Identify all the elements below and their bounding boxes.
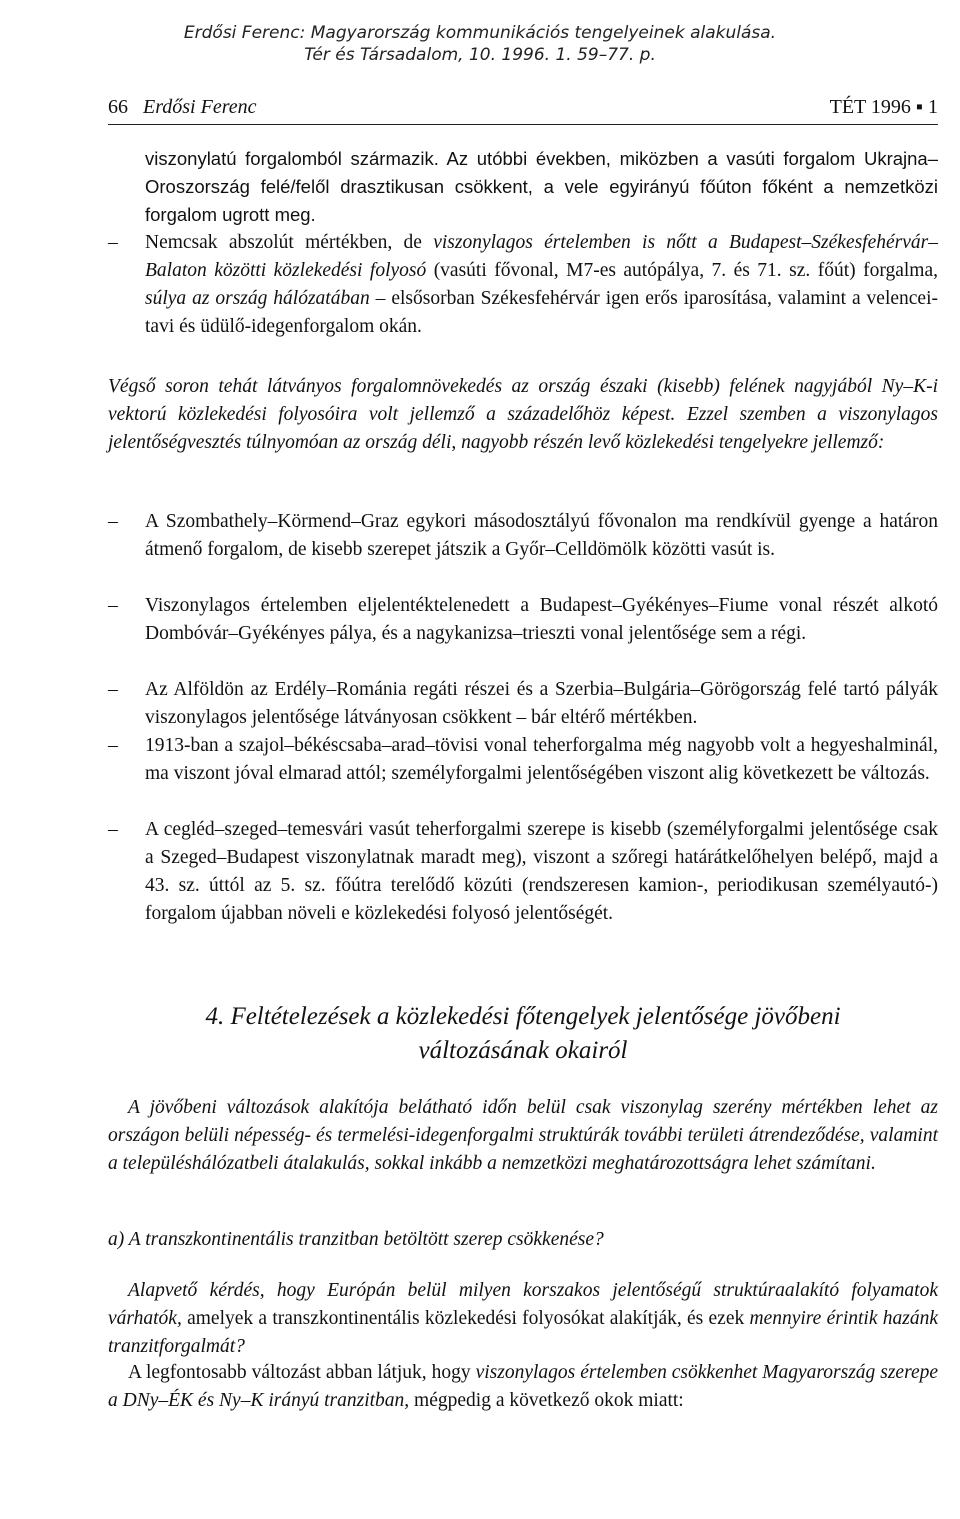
emphasis-run: súlya az ország hálózatában (145, 288, 370, 309)
list-dash: – (108, 511, 118, 532)
emphasis-run: viszonylagos értelemben csökkenhet Magyarország szerepe a DNy–ÉK és Ny–K irányú tranzitban, (108, 1362, 938, 1411)
citation-line-1: Erdősi Ferenc: Magyarország kommunikációs tengelyeinek alakulása. (183, 23, 777, 43)
list-item-text: Viszonylagos értelemben eljelentéktelenedett a Budapest–Gyékényes–Fiume vonal részét alkotó Dombóvár–Gyékényes pálya, és a nagykanizsa–trieszti vonal jelentősége sem a régi. (145, 595, 938, 644)
text-run: amelyek a transzkontinentális közlekedési folyosókat alakítják, és ezek (181, 1308, 750, 1329)
list-item-nemcsak (108, 229, 938, 349)
subsection-heading: a) A transzkontinentális tranzitban betöltött szerep csökkenése? (108, 1229, 604, 1250)
journal-issue: TÉT 1996 ▪ 1 (829, 96, 938, 118)
paragraph-continued: viszonylatú forgalomból származik. Az utóbbi években, miközben a vasúti forgalom Ukrajna–Oroszország felé/felől drasztikusan csökkent, a vele egyirányú főúton főként a nemzetközi forgalom ugrott meg. (145, 148, 938, 225)
list-dash: – (108, 595, 118, 616)
page-number: 66 (108, 96, 128, 118)
list-item (108, 676, 938, 732)
list-dash: – (108, 679, 118, 700)
text-run: (vasúti fővonal, M7-es autópálya, 7. és 71. sz. főút) forgalma, (426, 260, 938, 281)
header-rule (108, 124, 938, 125)
list-item (108, 592, 938, 676)
emphasis-run: mennyire érintik hazánk tranzitforgalmát? (108, 1308, 938, 1357)
paragraph-answer (108, 1359, 938, 1415)
running-author: Erdősi Ferenc (143, 96, 257, 118)
emphasis-run: viszonylagos értelemben is nőtt a Budapest–Székesfehérvár–Balaton közötti közlekedési folyosó (145, 232, 938, 281)
paragraph-question (108, 1277, 938, 1361)
citation-header (0, 22, 960, 66)
italic-intro-paragraph: A jövőbeni változások alakítója belátható időn belül csak viszonylag szerény mértékben lehet az országon belüli népesség- és termelési-idegenforgalmi struktúrák további területi átrendeződése, valamint a településhálózatbeli átalakulás, sokkal inkább a nemzetközi meghatározottságra lehet számítani. (108, 1097, 938, 1174)
section-heading-line-1: 4. Feltételezések a közlekedési főtengelyek jelentősége jövőbeni (205, 1003, 841, 1030)
list-dash: – (108, 735, 118, 756)
list-dash: – (108, 819, 118, 840)
list-item (108, 732, 938, 816)
list-item-text: A cegléd–szeged–temesvári vasút teherforgalmi szerepe is kisebb (személyforgalmi jelentősége csak a Szeged–Budapest viszonylatnak maradt meg), viszont a szőregi határátkelőhelyen belépő, majd a 43. sz. úttól az 5. sz. főútra terelődő közúti (rendszeresen kamion-, periodikusan személyautó-) forgalom újabban növeli e közlekedési folyosó jelentőségét. (145, 819, 938, 924)
citation-line-2: Tér és Társadalom, 10. 1996. 1. 59–77. p. (304, 45, 656, 65)
italic-summary-paragraph: Végső soron tehát látványos forgalomnövekedés az ország északi (kisebb) felének nagyjából Ny–K-i vektorú közlekedési folyosóira volt jellemző a századelőhöz képest. Ezzel szemben a viszonylagos jelentőségvesztés túlnyomóan az ország déli, nagyobb részén levő közlekedési tengelyekre jellemző: (108, 376, 938, 453)
text-run: – elsősorban Székesfehérvár igen erős iparosítása, valamint a velencei-tavi és üdülő-idegenforgalom okán. (145, 288, 938, 337)
section-heading (108, 1000, 938, 1068)
list-item-text: A Szombathely–Körmend–Graz egykori másodosztályú fővonalon ma rendkívül gyenge a határon átmenő forgalom, de kisebb szerepet játszik a Győr–Celldömölk közötti vasút is. (145, 511, 938, 560)
text-run: mégpedig a következő okok miatt: (409, 1390, 684, 1411)
list-item-text: 1913-ban a szajol–békéscsaba–arad–tövisi vonal teherforgalma még nagyobb volt a hegyeshalminál, ma viszont jóval elmarad attól; személyforgalmi jelentőségében viszont alig következett be változás. (145, 735, 938, 784)
text-run: A legfontosabb változást abban látjuk, hogy (128, 1362, 476, 1383)
list-item-text: Az Alföldön az Erdély–Románia regáti részei és a Szerbia–Bulgária–Görögország felé tartó pályák viszonylagos jelentősége látványosan csökkent – bár eltérő mértékben. (145, 679, 938, 728)
list-item (108, 508, 938, 592)
emphasis-run: Alapvető kérdés, hogy Európán belül milyen korszakos jelentőségű struktúraalakító folyamatok várhatók, (108, 1280, 938, 1329)
section-heading-line-2: változásának okairól (418, 1037, 628, 1064)
text-run: Nemcsak abszolút mértékben, de (145, 232, 434, 253)
list-dash: – (108, 232, 118, 253)
list-item (108, 816, 938, 956)
